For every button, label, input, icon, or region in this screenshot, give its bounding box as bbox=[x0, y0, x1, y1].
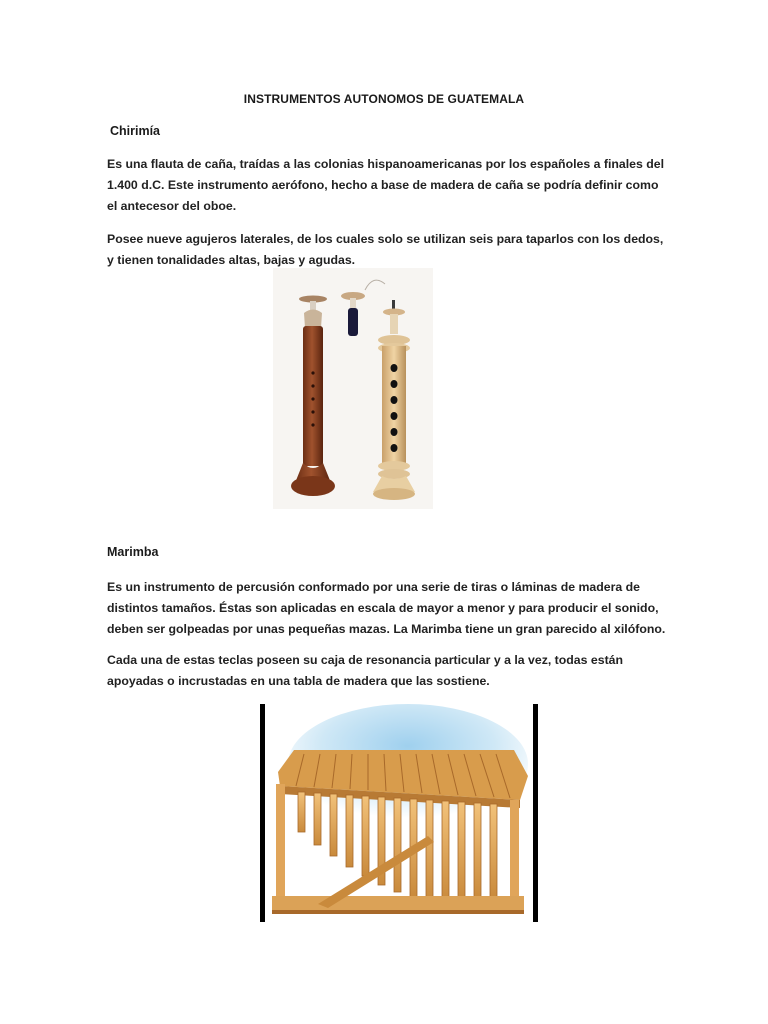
chirimia-paragraph-1: Es una flauta de caña, traídas a las colonias hispanoamericanas por los españoles a finales del 1.400 d.C. Este instrumento aerófono, hecho a base de madera de caña se podría definir como el antecesor del oboe. bbox=[107, 157, 664, 213]
document-title: INSTRUMENTOS AUTONOMOS DE GUATEMALA bbox=[243, 92, 525, 106]
chirimia-paragraph-2: Posee nueve agujeros laterales, de los cuales solo se utilizan seis para taparlos con los dedos, y tienen tonalidades altas, bajas y agudas. bbox=[107, 232, 664, 267]
section-heading-marimba: Marimba bbox=[107, 545, 159, 559]
marimba-paragraph-2: Cada una de estas teclas poseen su caja de resonancia particular y a la vez, todas están apoyadas o incrustadas en una tabla de madera que las sostiene. bbox=[107, 653, 624, 688]
marimba-paragraph-1: Es un instrumento de percusión conformado por una serie de tiras o láminas de madera de distintos tamaños. Éstas son aplicadas en escala de mayor a menor y para producir el sonido, deben ser golpeadas por unas pequeñas mazas. La Marimba tiene un gran parecido al xilófono. bbox=[107, 580, 666, 636]
section-heading-chirimia: Chirimía bbox=[110, 124, 161, 138]
marimba-image bbox=[258, 704, 540, 922]
chirimia-image bbox=[273, 268, 433, 509]
